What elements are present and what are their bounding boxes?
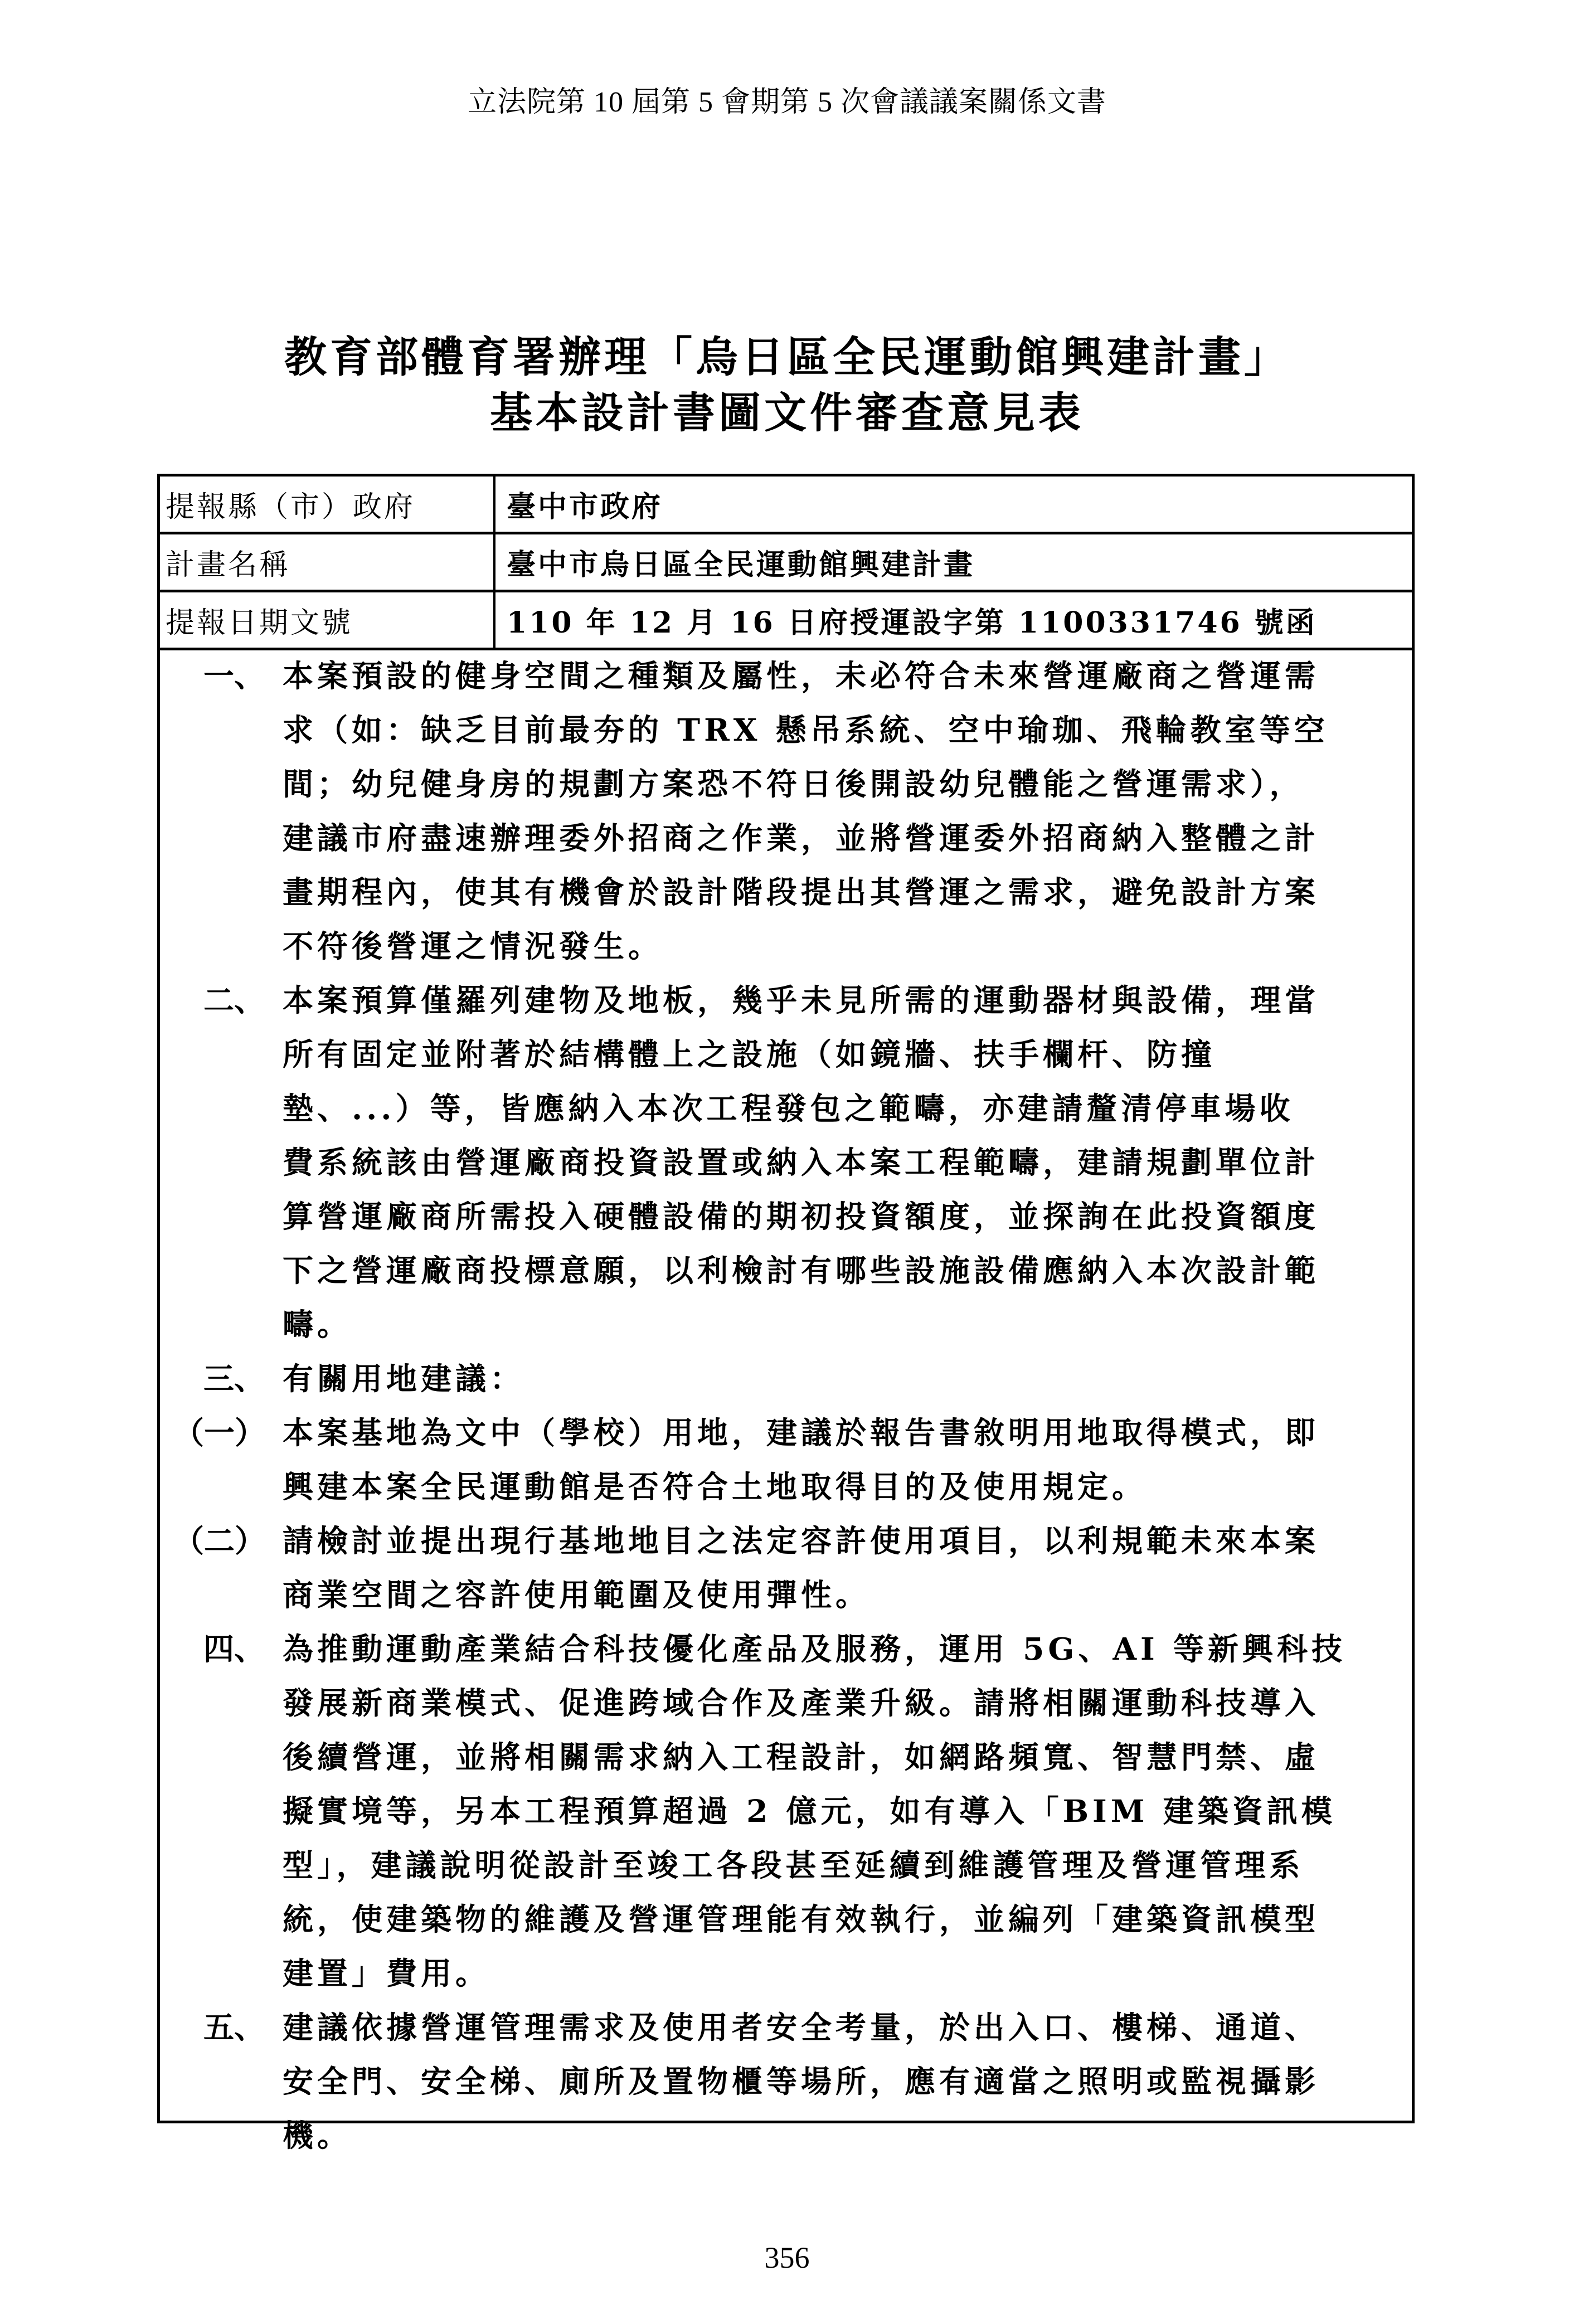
comment-line: 墊、...）等，皆應納入本次工程發包之範疇，亦建請釐清停車場收: [283, 1090, 1294, 1126]
comment-line: 費系統該由營運廠商投資設置或納入本案工程範疇，建請規劃單位計: [283, 1144, 1320, 1180]
comment-line: 疇。: [283, 1306, 352, 1343]
comment-line: 發展新商業模式、促進跨域合作及產業升級。請將相關運動科技導入: [283, 1685, 1320, 1721]
comment-line: 本案預算僅羅列建物及地板，幾乎未見所需的運動器材與設備，理當: [283, 982, 1320, 1018]
document-title: 教育部體育署辦理「烏日區全民運動館興建計畫」: [284, 332, 1290, 382]
comment-number: 四、: [203, 1631, 265, 1667]
info-label: 提報日期文號: [166, 606, 353, 640]
column-divider: [493, 534, 495, 590]
info-row-project-name: [160, 534, 1412, 592]
review-comments: [160, 650, 1412, 2153]
comment-line: 後續營運，並將相關需求納入工程設計，如網路頻寬、智慧門禁、虛: [283, 1739, 1320, 1775]
info-row-submission-date-reference: [160, 592, 1412, 650]
comment-line: 請檢討並提出現行基地地目之法定容許使用項目，以利規範未來本案: [283, 1523, 1320, 1559]
info-label: 提報縣（市）政府: [166, 490, 416, 524]
column-divider: [493, 477, 495, 532]
comment-line: 下之營運廠商投標意願，以利檢討有哪些設施設備應納入本次設計範: [283, 1252, 1320, 1289]
info-value: 110 年 12 月 16 日府授運設字第 1100331746 號函: [507, 606, 1317, 640]
comment-line: 為推動運動產業結合科技優化產品及服務，運用 5G、AI 等新興科技: [283, 1631, 1346, 1667]
comment-line: 興建本案全民運動館是否符合土地取得目的及使用規定。: [283, 1469, 1147, 1505]
subcomment-number: （二）: [173, 1523, 266, 1559]
comment-line: 建置」費用。: [283, 1955, 490, 1991]
info-row-county-government: [160, 477, 1412, 534]
page-number: 356: [764, 2241, 810, 2274]
comment-number: 三、: [203, 1360, 265, 1397]
comment-line: 本案基地為文中（學校）用地，建議於報告書敘明用地取得模式，即: [283, 1414, 1320, 1451]
comment-number: 二、: [203, 982, 265, 1018]
comment-line: 所有固定並附著於結構體上之設施（如鏡牆、扶手欄杆、防撞: [283, 1036, 1216, 1072]
comment-line: 建議依據營運管理需求及使用者安全考量，於出入口、樓梯、通道、: [283, 2009, 1320, 2045]
review-form-table: [157, 474, 1415, 2153]
comment-line: 擬實境等，另本工程預算超過 2 億元，如有導入「BIM 建築資訊模: [283, 1793, 1336, 1829]
comment-line: 本案預設的健身空間之種類及屬性，未必符合未來營運廠商之營運需: [283, 658, 1320, 694]
document-subtitle: 基本設計書圖文件審查意見表: [490, 388, 1084, 437]
comment-line: 機。: [283, 2117, 352, 2153]
comment-line: 畫期程內，使其有機會於設計階段提出其營運之需求，避免設計方案: [283, 874, 1320, 910]
comment-line: 求（如：缺乏目前最夯的 TRX 懸吊系統、空中瑜珈、飛輪教室等空: [283, 712, 1329, 748]
comment-line: 有關用地建議：: [283, 1360, 525, 1397]
comment-number: 一、: [203, 658, 265, 694]
comment-line: 建議市府盡速辦理委外招商之作業，並將營運委外招商納入整體之計: [283, 820, 1320, 856]
comment-line: 統，使建築物的維護及營運管理能有效執行，並編列「建築資訊模型: [283, 1901, 1320, 1937]
running-header: 立法院第 10 屆第 5 會期第 5 次會議議案關係文書: [467, 86, 1106, 118]
comment-line: 商業空間之容許使用範圍及使用彈性。: [283, 1577, 871, 1613]
subcomment-number: （一）: [173, 1414, 266, 1451]
info-label: 計畫名稱: [166, 548, 291, 582]
comment-line: 算營運廠商所需投入硬體設備的期初投資額度，並探詢在此投資額度: [283, 1198, 1320, 1234]
comment-line: 型」，建議說明從設計至竣工各段甚至延續到維護管理及營運管理系: [283, 1847, 1304, 1883]
comment-line: 不符後營運之情況發生。: [283, 928, 663, 964]
info-value: 臺中市烏日區全民運動館興建計畫: [507, 548, 975, 582]
comment-line: 安全門、安全梯、廁所及置物櫃等場所，應有適當之照明或監視攝影: [283, 2063, 1320, 2099]
comment-number: 五、: [203, 2009, 265, 2045]
comment-line: 間；幼兒健身房的規劃方案恐不符日後開設幼兒體能之營運需求），: [283, 766, 1304, 802]
info-value: 臺中市政府: [507, 490, 663, 524]
column-divider: [493, 592, 495, 648]
